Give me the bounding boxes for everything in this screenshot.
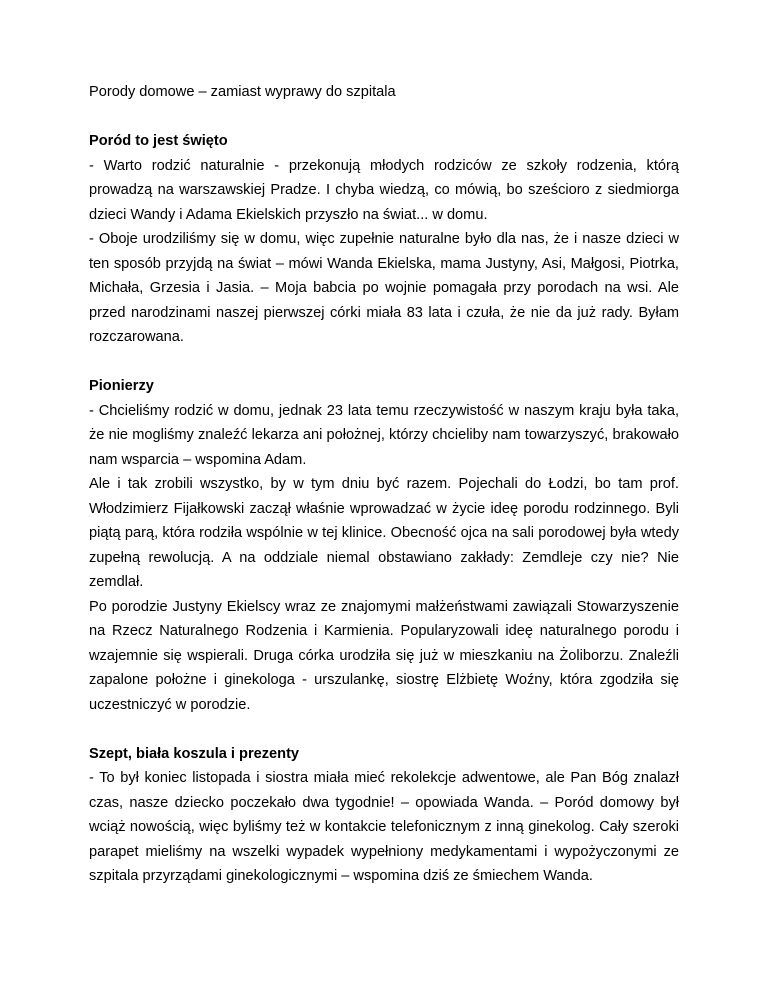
section-porod-to-jest-swieto <box>89 129 679 350</box>
paragraph: - To był koniec listopada i siostra miała mieć rekolekcje adwentowe, ale Pan Bóg znalazł czas, nasze dziecko poczekało dwa tygodnie! – opowiada Wanda. – Poród domowy był wciąż nowością, więc byliśmy też w kontakcie telefonicznym z inną ginekolog. Cały szeroki parapet mieliśmy na wszelki wypadek wypełniony medykamentami i wypożyczonymi ze szpitala przyrządami ginekologicznymi – wspomina dziś ze śmiechem Wanda. <box>89 770 679 884</box>
section-szept-biala-koszula <box>89 742 679 889</box>
paragraph: Po porodzie Justyny Ekielscy wraz ze znajomymi małżeństwami zawiązali Stowarzyszenie na Rzecz Naturalnego Rodzenia i Karmienia. Popularyzowali ideę naturalnego porodu i wzajemnie się wspierali. Druga córka urodziła się już w mieszkaniu na Żoliborzu. Znaleźli zapalone położne i ginekologa - urszulankę, siostrę Elżbietę Woźny, która zgodziła się uczestniczyć w porodzie. <box>89 598 679 713</box>
section-heading: Szept, biała koszula i prezenty <box>89 745 300 762</box>
paragraph: - Oboje urodziliśmy się w domu, więc zupełnie naturalne było dla nas, że i nasze dzieci w ten sposób przyjdą na świat – mówi Wanda Ekielska, mama Justyny, Asi, Małgosi, Piotrka, Michała, Grzesia i Jasia. – Moja babcia po wojnie pomagała przy porodach na wsi. Ale przed narodzinami naszej pierwszej córki miała 83 lata i czuła, że nie da już rady. Byłam rozczarowana. <box>89 231 679 345</box>
paragraph: - Chcieliśmy rodzić w domu, jednak 23 lata temu rzeczywistość w naszym kraju była taka, że nie mogliśmy znaleźć lekarza ani położnej, którzy chcieliby nam towarzyszyć, brakowało nam wsparcia – wspomina Adam. <box>89 402 679 468</box>
section-heading: Pionierzy <box>89 378 154 394</box>
paragraph: - Warto rodzić naturalnie - przekonują młodych rodziców ze szkoły rodzenia, którą prowadzą na warszawskiej Pradze. I chyba wiedzą, co mówią, bo sześcioro z siedmiorga dzieci Wandy i Adama Ekielskich przyszło na świat... w domu. <box>89 157 679 223</box>
paragraph: Ale i tak zrobili wszystko, by w tym dniu być razem. Pojechali do Łodzi, bo tam prof. Włodzimierz Fijałkowski zaczął właśnie wprowadzać w życie ideę porodu rodzinnego. Byli piątą parą, która rodziła wspólnie w tej klinice. Obecność ojca na sali porodowej była wtedy zupełną rewolucją. A na oddziale niemal obstawiano zakłady: Zemdleje czy nie? Nie zemdlał. <box>89 476 679 590</box>
document-title: Porody domowe – zamiast wyprawy do szpitala <box>89 84 396 100</box>
section-pionierzy <box>89 374 679 717</box>
document-page <box>89 80 679 889</box>
section-heading: Poród to jest święto <box>89 133 228 149</box>
